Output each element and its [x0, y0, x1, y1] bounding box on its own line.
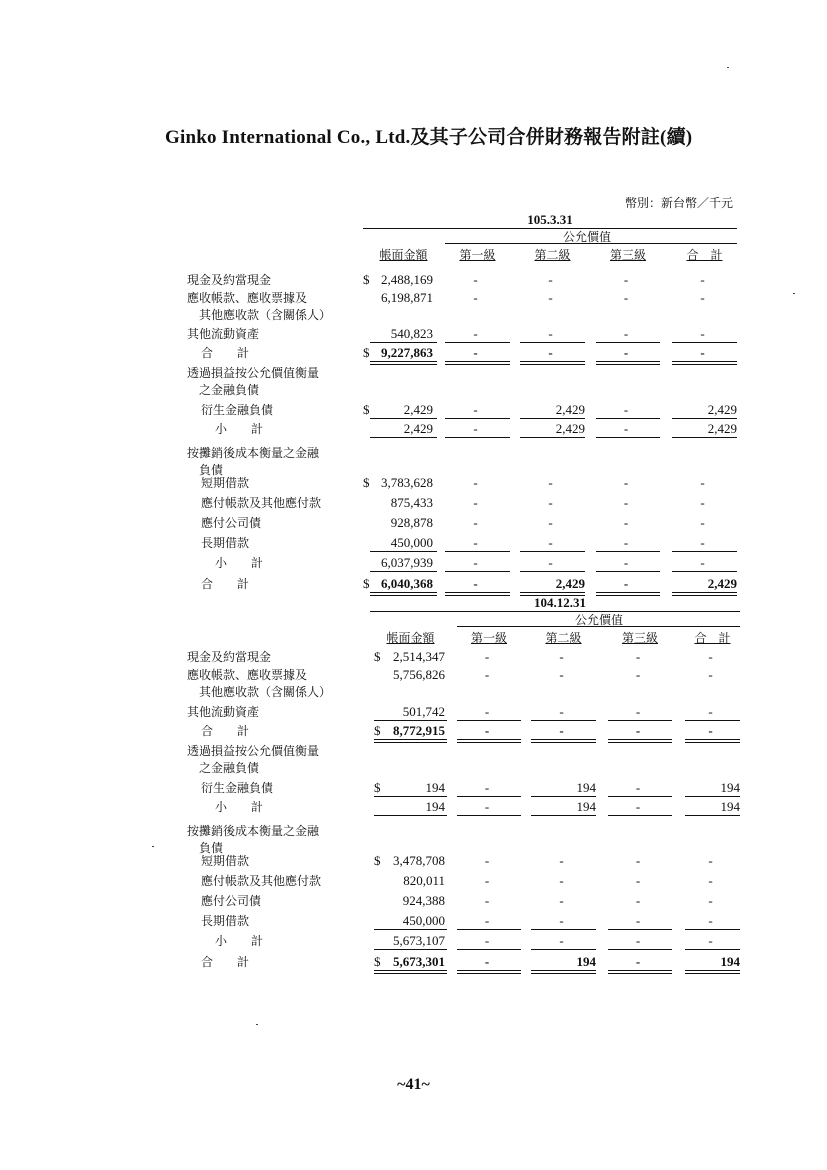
double-underline — [374, 970, 447, 974]
underline — [531, 720, 596, 721]
total-value: - — [700, 555, 705, 570]
level2-value: - — [548, 290, 553, 305]
underline — [608, 796, 672, 797]
carrying-amount: 540,823 — [390, 326, 433, 341]
level2-value: - — [548, 272, 553, 287]
carrying-amount: 928,878 — [390, 515, 433, 530]
underline — [531, 949, 596, 950]
carrying-amount: 5,673,301 — [393, 954, 445, 969]
level3-value: - — [635, 913, 641, 928]
level1-value: - — [484, 723, 490, 738]
underline — [685, 815, 740, 816]
level1-value: - — [473, 576, 478, 591]
level2-value: - — [548, 475, 553, 490]
underline — [374, 796, 447, 797]
level3-value: - — [635, 723, 641, 738]
fair-value-table-section — [0, 595, 827, 975]
carrying-amount: 2,514,347 — [393, 649, 445, 664]
column-header-level2: 第二級 — [534, 248, 571, 262]
level2-value: 2,429 — [555, 421, 585, 436]
total-value: 2,429 — [707, 402, 737, 417]
row-label: 其他流動資產 — [187, 327, 260, 341]
fair-value-table-section — [0, 210, 827, 590]
total-value: - — [708, 933, 713, 948]
underline — [370, 611, 740, 612]
row-label: 現金及約當現金 — [187, 273, 272, 287]
level3-value: - — [623, 495, 629, 510]
row-label: 合 計 — [201, 955, 250, 969]
underline — [596, 342, 660, 343]
carrying-amount: 5,673,107 — [393, 933, 445, 948]
row-label-continued: 之金融負債 — [199, 761, 260, 775]
level1-value: - — [473, 290, 478, 305]
total-value: - — [700, 495, 705, 510]
scan-mark — [793, 293, 795, 294]
underline — [370, 551, 437, 552]
scan-mark — [152, 846, 154, 847]
dollar-sign: $ — [374, 954, 381, 969]
level3-value: - — [623, 535, 629, 550]
underline — [685, 796, 740, 797]
level1-value: - — [473, 326, 478, 341]
underline — [608, 949, 672, 950]
level1-value: - — [484, 933, 490, 948]
level1-value: - — [484, 913, 490, 928]
row-label: 其他流動資產 — [187, 705, 260, 719]
underline — [457, 929, 521, 930]
level1-value: - — [484, 799, 490, 814]
underline — [520, 551, 585, 552]
row-label-continued: 負債 — [199, 841, 224, 855]
level1-value: - — [473, 495, 478, 510]
level3-value: - — [623, 290, 629, 305]
level2-value: - — [548, 326, 553, 341]
double-underline — [608, 739, 672, 743]
double-underline — [374, 739, 447, 743]
level3-value: - — [623, 326, 629, 341]
carrying-amount: 9,227,863 — [381, 345, 433, 360]
level3-value: - — [623, 402, 629, 417]
underline — [531, 929, 596, 930]
double-underline — [608, 970, 672, 974]
double-underline — [520, 361, 585, 365]
row-label: 衍生金融負債 — [201, 781, 274, 795]
level2-value: 2,429 — [555, 576, 585, 591]
row-label: 小 計 — [215, 800, 264, 814]
level2-value: - — [559, 913, 564, 928]
level3-value: - — [623, 555, 629, 570]
row-label: 應付公司債 — [201, 516, 262, 530]
underline — [672, 437, 737, 438]
underline — [672, 342, 737, 343]
level3-value: - — [635, 954, 641, 969]
underline — [596, 551, 660, 552]
level1-value: - — [484, 873, 490, 888]
dollar-sign: $ — [363, 402, 370, 417]
underline — [596, 571, 660, 572]
total-value: - — [708, 704, 713, 719]
level3-value: - — [635, 799, 641, 814]
period-date: 105.3.31 — [527, 212, 573, 227]
column-header-carrying: 帳面金額 — [379, 248, 428, 262]
double-underline — [445, 361, 510, 365]
underline — [374, 720, 447, 721]
level3-value: - — [623, 345, 629, 360]
fair-value-header: 公允價值 — [563, 230, 612, 244]
level1-value: - — [484, 853, 490, 868]
underline — [370, 418, 437, 419]
level3-value: - — [635, 667, 641, 682]
underline — [457, 796, 521, 797]
level2-value: - — [559, 893, 564, 908]
level3-value: - — [623, 272, 629, 287]
carrying-amount: 194 — [425, 799, 445, 814]
level1-value: - — [473, 272, 478, 287]
underline — [363, 228, 737, 229]
currency-unit-note: 幣別：新台幣／千元 — [624, 196, 733, 210]
underline — [531, 815, 596, 816]
level2-value: - — [548, 555, 553, 570]
level1-value: - — [473, 555, 478, 570]
level1-value: - — [484, 893, 490, 908]
underline — [608, 815, 672, 816]
dollar-sign: $ — [374, 853, 381, 868]
dollar-sign: $ — [374, 780, 381, 795]
row-label: 應收帳款、應收票據及 — [187, 668, 308, 682]
row-label: 小 計 — [215, 934, 264, 948]
row-label-continued: 負債 — [199, 463, 224, 477]
level1-value: - — [484, 780, 490, 795]
underline — [374, 949, 447, 950]
total-value: - — [708, 913, 713, 928]
underline — [457, 626, 740, 627]
underline — [596, 437, 660, 438]
level2-value: - — [559, 873, 564, 888]
column-header-level1: 第一級 — [470, 631, 507, 645]
underline — [520, 571, 585, 572]
level1-value: - — [484, 649, 490, 664]
row-label: 現金及約當現金 — [187, 650, 272, 664]
row-label-continued: 之金融負債 — [199, 383, 260, 397]
row-label: 合 計 — [201, 577, 250, 591]
total-value: - — [700, 535, 705, 550]
total-value: - — [700, 515, 705, 530]
row-label: 長期借款 — [201, 536, 250, 550]
total-value: 2,429 — [707, 421, 737, 436]
underline — [374, 815, 447, 816]
underline — [520, 437, 585, 438]
row-label: 按攤銷後成本衡量之金融 — [187, 824, 320, 838]
level2-value: - — [559, 704, 564, 719]
level2-value: 194 — [576, 780, 596, 795]
underline — [672, 551, 737, 552]
double-underline — [672, 361, 737, 365]
level3-value: - — [635, 649, 641, 664]
level1-value: - — [484, 667, 490, 682]
row-label: 短期借款 — [201, 854, 250, 868]
carrying-amount: 8,772,915 — [393, 723, 445, 738]
level3-value: - — [623, 576, 629, 591]
carrying-amount: 5,756,826 — [393, 667, 445, 682]
level1-value: - — [484, 954, 490, 969]
column-header-level1: 第一級 — [459, 248, 496, 262]
period-date: 104.12.31 — [534, 595, 586, 610]
double-underline — [457, 970, 521, 974]
underline — [457, 815, 521, 816]
row-label: 衍生金融負債 — [201, 403, 274, 417]
carrying-amount: 501,742 — [402, 704, 445, 719]
double-underline — [370, 361, 437, 365]
level1-value: - — [473, 515, 478, 530]
carrying-amount: 6,040,368 — [381, 576, 433, 591]
level1-value: - — [473, 475, 478, 490]
total-value: - — [700, 290, 705, 305]
underline — [374, 929, 447, 930]
underline — [445, 551, 510, 552]
level3-value: - — [623, 515, 629, 530]
scan-mark — [727, 67, 729, 68]
row-label: 小 計 — [215, 422, 264, 436]
carrying-amount: 450,000 — [402, 913, 445, 928]
row-label: 透過損益按公允價值衡量 — [187, 366, 320, 380]
level3-value: - — [635, 780, 641, 795]
level1-value: - — [473, 402, 478, 417]
level2-value: - — [559, 667, 564, 682]
row-label: 透過損益按公允價值衡量 — [187, 744, 320, 758]
level2-value: 2,429 — [555, 402, 585, 417]
underline — [608, 720, 672, 721]
row-label: 按攤銷後成本衡量之金融 — [187, 446, 320, 460]
underline — [608, 929, 672, 930]
underline — [370, 437, 437, 438]
carrying-amount: 2,488,169 — [381, 272, 433, 287]
carrying-amount: 2,429 — [403, 402, 433, 417]
level1-value: - — [473, 345, 478, 360]
total-value: - — [700, 345, 705, 360]
underline — [520, 342, 585, 343]
level2-value: 194 — [576, 954, 596, 969]
page-number: ~41~ — [397, 1076, 430, 1093]
total-value: 194 — [720, 799, 740, 814]
total-value: 194 — [720, 780, 740, 795]
level3-value: - — [623, 421, 629, 436]
dollar-sign: $ — [363, 576, 370, 591]
total-value: - — [700, 326, 705, 341]
carrying-amount: 2,429 — [403, 421, 433, 436]
carrying-amount: 6,198,871 — [381, 290, 433, 305]
carrying-amount: 6,037,939 — [381, 555, 433, 570]
level2-value: - — [548, 495, 553, 510]
column-header-level3: 第三級 — [621, 631, 658, 645]
row-label: 應收帳款、應收票據及 — [187, 291, 308, 305]
level2-value: - — [559, 649, 564, 664]
level2-value: - — [548, 345, 553, 360]
double-underline — [596, 361, 660, 365]
underline — [370, 342, 437, 343]
underline — [457, 949, 521, 950]
level2-value: - — [559, 933, 564, 948]
carrying-amount: 3,478,708 — [393, 853, 445, 868]
level2-value: - — [548, 535, 553, 550]
row-label-continued: 其他應收款（含關係人） — [199, 308, 332, 322]
column-header-carrying: 帳面金額 — [386, 631, 435, 645]
carrying-amount: 875,433 — [390, 495, 433, 510]
row-label: 應付帳款及其他應付款 — [201, 496, 322, 510]
underline — [596, 418, 660, 419]
total-value: - — [700, 272, 705, 287]
dollar-sign: $ — [363, 475, 370, 490]
row-label: 小 計 — [215, 556, 264, 570]
row-label: 長期借款 — [201, 914, 250, 928]
level3-value: - — [635, 873, 641, 888]
row-label: 短期借款 — [201, 476, 250, 490]
underline — [685, 720, 740, 721]
column-header-total: 合 計 — [694, 631, 731, 645]
row-label-continued: 其他應收款（含關係人） — [199, 685, 332, 699]
level1-value: - — [484, 704, 490, 719]
underline — [445, 571, 510, 572]
total-value: - — [708, 723, 713, 738]
underline — [445, 418, 510, 419]
double-underline — [531, 739, 596, 743]
total-value: - — [708, 853, 713, 868]
underline — [445, 437, 510, 438]
carrying-amount: 924,388 — [402, 893, 445, 908]
level2-value: - — [548, 515, 553, 530]
total-value: - — [708, 873, 713, 888]
level2-value: 194 — [576, 799, 596, 814]
level3-value: - — [635, 893, 641, 908]
total-value: 194 — [720, 954, 740, 969]
dollar-sign: $ — [374, 649, 381, 664]
row-label: 應付帳款及其他應付款 — [201, 874, 322, 888]
level2-value: - — [559, 853, 564, 868]
dollar-sign: $ — [374, 723, 381, 738]
level3-value: - — [635, 853, 641, 868]
dollar-sign: $ — [363, 272, 370, 287]
double-underline — [457, 739, 521, 743]
column-header-total: 合 計 — [686, 248, 723, 262]
underline — [531, 796, 596, 797]
level1-value: - — [473, 535, 478, 550]
underline — [672, 571, 737, 572]
row-label: 合 計 — [201, 346, 250, 360]
underline — [457, 720, 521, 721]
level3-value: - — [623, 475, 629, 490]
underline — [370, 571, 437, 572]
level3-value: - — [635, 933, 641, 948]
double-underline — [685, 739, 740, 743]
fair-value-header: 公允價值 — [575, 613, 624, 627]
column-header-level3: 第三級 — [609, 248, 646, 262]
column-header-level2: 第二級 — [545, 631, 582, 645]
total-value: - — [708, 667, 713, 682]
underline — [520, 418, 585, 419]
underline — [685, 929, 740, 930]
row-label: 合 計 — [201, 724, 250, 738]
carrying-amount: 450,000 — [390, 535, 433, 550]
carrying-amount: 3,783,628 — [381, 475, 433, 490]
underline — [685, 949, 740, 950]
page-title: Ginko International Co., Ltd.及其子公司合併財務報告附註(續) — [165, 127, 693, 148]
total-value: - — [708, 649, 713, 664]
level3-value: - — [635, 704, 641, 719]
underline — [445, 243, 737, 244]
level2-value: - — [559, 723, 564, 738]
total-value: - — [708, 893, 713, 908]
underline — [445, 342, 510, 343]
double-underline — [685, 970, 740, 974]
total-value: 2,429 — [707, 576, 737, 591]
carrying-amount: 194 — [425, 780, 445, 795]
total-value: - — [700, 475, 705, 490]
dollar-sign: $ — [363, 345, 370, 360]
level1-value: - — [473, 421, 478, 436]
row-label: 應付公司債 — [201, 894, 262, 908]
double-underline — [531, 970, 596, 974]
scan-mark — [256, 1024, 258, 1025]
underline — [672, 418, 737, 419]
carrying-amount: 820,011 — [403, 873, 445, 888]
